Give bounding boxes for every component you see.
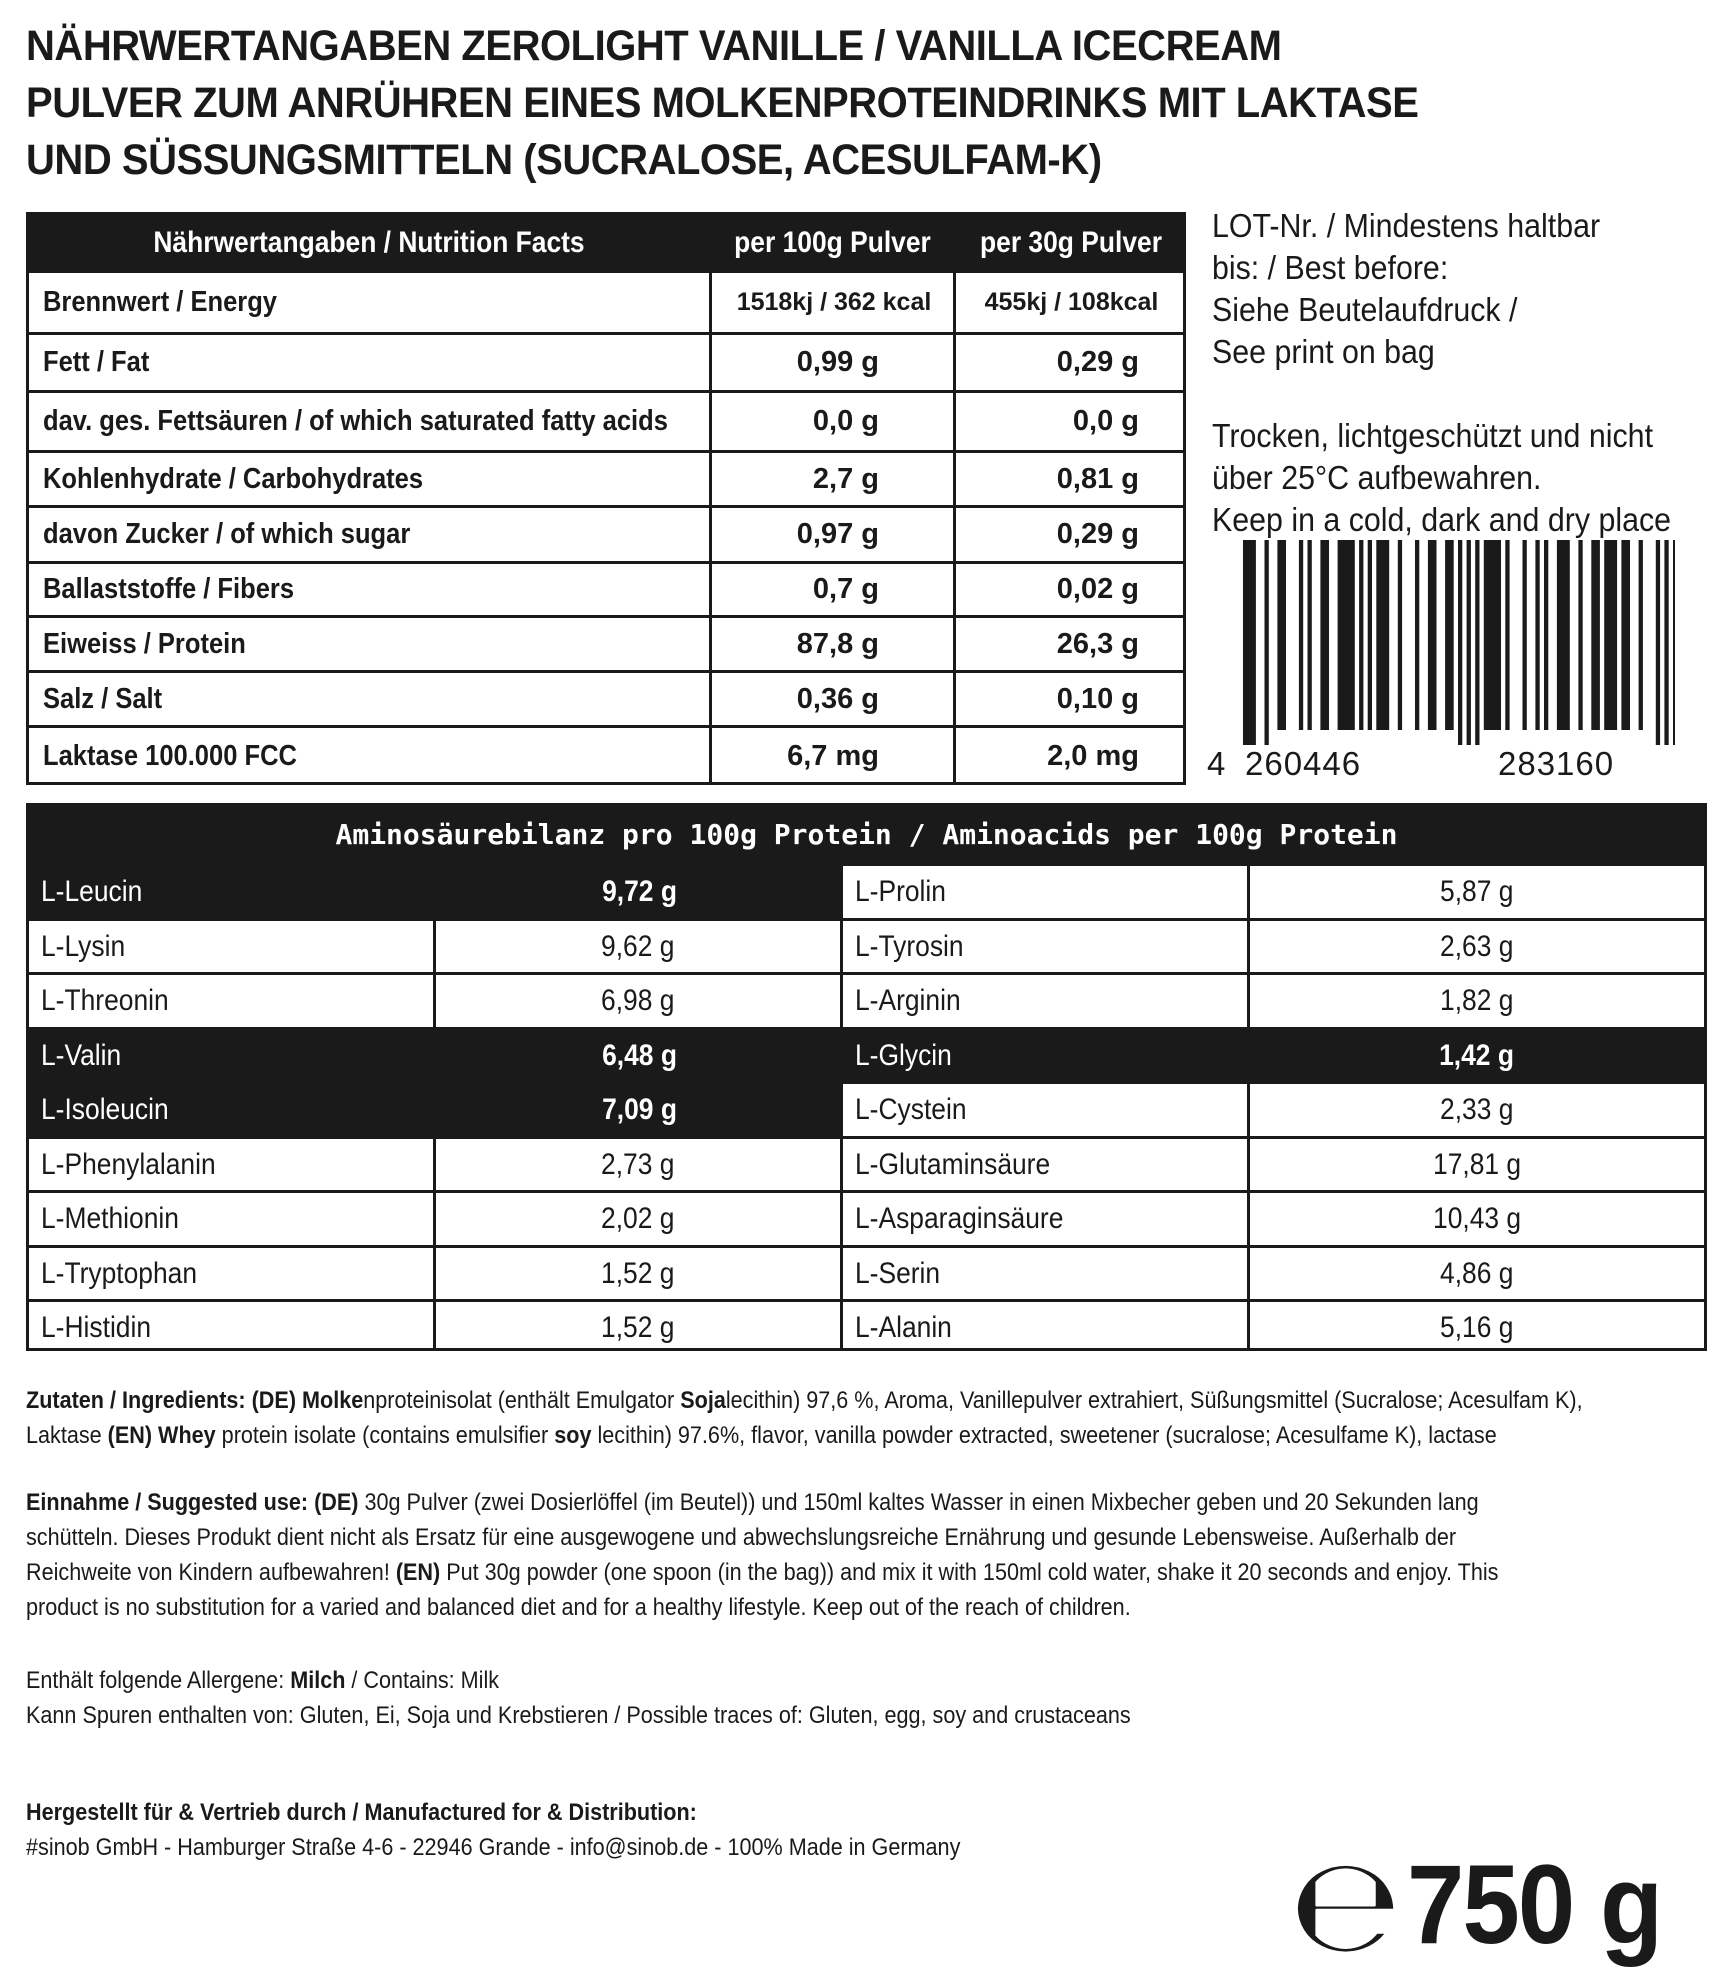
ingredients-section [26, 1383, 1716, 1453]
lang-tag-de: (DE) [251, 1387, 297, 1414]
barcode-bar [1467, 540, 1471, 745]
amino-name: L-Lysin [41, 929, 126, 963]
value-per-30g: 2,0 mg [1047, 740, 1139, 772]
amino-value: 1,82 g [1440, 984, 1514, 1017]
value-per-100g: 0,99 g [796, 346, 879, 378]
barcode-bar [1578, 540, 1582, 730]
value-per-100g: 0,0 g [812, 405, 879, 437]
barcode [1205, 540, 1685, 780]
barcode-bar [1376, 540, 1389, 730]
usage-text: 30g Pulver (zwei Dosierlöffel (im Beutel)) und 150ml kaltes Wasser in einen Mixbecher geben und 20 Sekunden lang [364, 1489, 1479, 1516]
nutrition-row [29, 270, 1183, 332]
amino-value: 9,62 g [601, 929, 675, 963]
amino-value: 1,52 g [601, 1256, 675, 1290]
amino-value: 9,72 g [436, 866, 843, 918]
value-per-30g: 26,3 g [1056, 627, 1139, 660]
usage-text: Reichweite von Kindern aufbewahren! [26, 1559, 390, 1586]
value-per-30g: 0,29 g [1056, 346, 1139, 378]
barcode-bars [1205, 540, 1675, 745]
nutrition-row [29, 561, 1183, 615]
amino-name: L-Glycin [843, 1030, 1247, 1082]
value-per-30g: 0,02 g [1056, 573, 1139, 605]
header-per-30g: per 30g Pulver [980, 226, 1162, 259]
amino-name: L-Leucin [29, 866, 433, 918]
product-title [26, 18, 1421, 189]
nutrition-row [29, 390, 1183, 450]
header-nutrition-facts: Nährwertangaben / Nutrition Facts [153, 226, 585, 259]
ingredients-text: lecithin) 97,6 %, Aroma, Vanillepulver extrahiert, Süßungsmittel (Sucralose; Acesulfam K), [725, 1387, 1583, 1414]
allergens-text: / Contains: Milk [351, 1667, 500, 1694]
barcode-bar [1535, 540, 1539, 730]
ingredients-text: lecithin) 97.6%, flavor, vanilla powder extracted, sweetener (sucralose; Acesulfame K), lactase [597, 1422, 1497, 1449]
amino-value: 5,16 g [1440, 1311, 1514, 1344]
amino-value: 6,98 g [601, 984, 675, 1017]
amino-row [29, 1245, 1704, 1300]
amino-name: L-Methionin [41, 1202, 179, 1235]
barcode-bar [1338, 540, 1355, 730]
barcode-bar [1664, 540, 1668, 745]
nutrition-row [29, 615, 1183, 670]
allergen-highlight: Whey [158, 1422, 216, 1449]
amino-name: L-Asparaginsäure [855, 1202, 1064, 1235]
barcode-bar [1656, 540, 1660, 745]
amino-name: L-Serin [855, 1256, 941, 1290]
nutrition-row [29, 670, 1183, 725]
amino-row [29, 1027, 1704, 1082]
value-per-100g: 0,97 g [796, 518, 879, 550]
amino-value: 4,86 g [1440, 1256, 1514, 1290]
storage-info [1212, 205, 1681, 541]
barcode-bar [1475, 540, 1479, 745]
value-per-30g: 0,10 g [1056, 682, 1139, 715]
nutrient-label: Laktase 100.000 FCC [43, 740, 297, 772]
barcode-bar [1265, 540, 1269, 745]
barcode-bar [1320, 540, 1329, 730]
value-per-100g: 1518kj / 362 kcal [736, 288, 932, 316]
value-per-30g: 0,81 g [1056, 462, 1139, 495]
value-per-100g: 0,36 g [796, 682, 879, 715]
barcode-bar [1557, 540, 1570, 730]
barcode-bar [1243, 540, 1256, 745]
allergen-highlight: soy [554, 1422, 592, 1449]
barcode-bar [1445, 540, 1454, 730]
nutrient-label: Kohlenhydrate / Carbohydrates [43, 462, 424, 495]
usage-text: product is no substitution for a varied and balanced diet and for a healthy lifestyle. Keep out of the reach of children. [26, 1594, 1131, 1621]
amino-name: L-Valin [29, 1030, 433, 1082]
amino-name: L-Arginin [855, 984, 961, 1017]
amino-name: L-Cystein [855, 1093, 967, 1126]
barcode-bar [1523, 540, 1527, 730]
amino-value: 2,63 g [1440, 929, 1514, 963]
amino-name: L-Phenylalanin [41, 1147, 216, 1181]
value-per-30g: 0,29 g [1056, 518, 1139, 550]
barcode-bar [1398, 540, 1402, 730]
barcode-bar [1415, 540, 1419, 730]
amino-value: 6,48 g [436, 1030, 843, 1082]
barcode-bar [1484, 540, 1501, 730]
amino-value: 2,73 g [601, 1147, 675, 1181]
nutrient-label: Fett / Fat [43, 346, 150, 378]
lot-text: Siehe Beutelaufdruck / [1212, 291, 1518, 328]
ingredients-text: nproteinisolat (enthält Emulgator [363, 1387, 675, 1414]
storage-text: über 25°C aufbewahren. [1212, 459, 1542, 496]
nutrient-label: Eiweiss / Protein [43, 627, 246, 660]
nutrient-label: davon Zucker / of which sugar [43, 518, 411, 550]
nutrition-table-header [29, 215, 1183, 270]
usage-text: Put 30g powder (one spoon (in the bag)) and mix it with 150ml cold water, shake it 20 seconds and enjoy. This [446, 1559, 1499, 1586]
header-per-100g: per 100g Pulver [734, 226, 931, 259]
allergens-section [26, 1663, 1716, 1733]
title-line-2: PULVER ZUM ANRÜHREN EINES MOLKENPROTEINDRINKS MIT LAKTASE [26, 79, 1419, 127]
value-per-100g: 6,7 mg [787, 740, 879, 772]
manufacturer-label: Hergestellt für & Vertrieb durch / Manufactured for & Distribution: [26, 1799, 697, 1826]
lang-tag-en: (EN) [395, 1559, 441, 1586]
amino-value: 2,33 g [1440, 1093, 1514, 1126]
amino-value: 5,87 g [1440, 875, 1514, 908]
traces-text: Kann Spuren enthalten von: Gluten, Ei, Soja und Krebstieren / Possible traces of: Gluten, egg, soy and crustaceans [26, 1702, 1131, 1729]
barcode-bar [1673, 540, 1675, 745]
estimated-sign-icon: ℮ [1290, 1829, 1402, 1977]
ingredients-text: protein isolate (contains emulsifier [221, 1422, 549, 1449]
barcode-bar [1621, 540, 1630, 730]
allergen-highlight: Molke [302, 1387, 364, 1414]
lot-text: See print on bag [1212, 333, 1435, 370]
amino-value: 17,81 g [1432, 1147, 1522, 1181]
barcode-bar [1458, 540, 1462, 745]
net-weight [1290, 1829, 1684, 1977]
amino-name: L-Tyrosin [855, 929, 964, 963]
manufacturer-address: #sinob GmbH - Hamburger Straße 4-6 - 22946 Grande - info@sinob.de - 100% Made in Germany [26, 1834, 961, 1861]
barcode-bar [1544, 540, 1548, 730]
allergen-highlight: Milch [290, 1667, 346, 1694]
allergen-highlight: Soja [680, 1387, 726, 1414]
storage-text: Keep in a cold, dark and dry place [1212, 501, 1672, 538]
nutrition-row [29, 725, 1183, 785]
barcode-bar [1428, 540, 1437, 730]
amino-row [29, 1081, 1704, 1136]
barcode-bar [1308, 540, 1312, 730]
value-per-100g: 87,8 g [796, 627, 879, 660]
ingredients-text: Laktase [26, 1422, 102, 1449]
value-per-100g: 2,7 g [812, 462, 879, 495]
amino-value: 1,52 g [601, 1311, 675, 1344]
amino-row [29, 1190, 1704, 1245]
amino-name: L-Isoleucin [29, 1084, 433, 1136]
value-per-30g: 0,0 g [1072, 405, 1139, 437]
barcode-bar [1359, 540, 1363, 730]
amino-table-header: Aminosäurebilanz pro 100g Protein / Aminoacids per 100g Protein [29, 806, 1704, 863]
nutrition-row [29, 450, 1183, 505]
amino-value: 10,43 g [1432, 1202, 1522, 1235]
amino-name: L-Alanin [855, 1311, 952, 1344]
lang-tag-en: (EN) [107, 1422, 153, 1449]
title-line-3: UND SÜSSUNGSMITTELN (SUCRALOSE, ACESULFAM-K) [26, 136, 1102, 184]
amino-name: L-Prolin [855, 875, 946, 908]
nutrient-label: Ballaststoffe / Fibers [43, 573, 295, 605]
amino-value: 2,02 g [601, 1202, 675, 1235]
barcode-bar [1591, 540, 1600, 730]
amino-acid-table [26, 803, 1707, 1351]
amino-value: 1,42 g [1250, 1030, 1704, 1082]
barcode-digits-right: 283160 [1498, 745, 1615, 782]
usage-text: schütteln. Dieses Produkt dient nicht als Ersatz für eine ausgewogene und abwechslungsreiche Ernährung und gesunde Lebensweise. Außerhalb der [26, 1524, 1457, 1551]
value-per-30g: 455kj / 108kcal [984, 288, 1159, 316]
barcode-digits-left: 260446 [1245, 745, 1362, 782]
amino-name: L-Threonin [41, 984, 169, 1017]
barcode-bar [1368, 540, 1372, 730]
barcode-bar [1604, 540, 1617, 730]
nutrition-table [26, 212, 1186, 785]
value-per-100g: 0,7 g [812, 573, 879, 605]
lang-tag-de: (DE) [314, 1489, 359, 1516]
amino-name: L-Glutaminsäure [855, 1147, 1051, 1181]
ingredients-label: Zutaten / Ingredients: [26, 1387, 246, 1414]
storage-text: Trocken, lichtgeschützt und nicht [1212, 417, 1654, 454]
amino-row [29, 972, 1704, 1027]
amino-name: L-Tryptophan [41, 1256, 198, 1290]
nutrient-label: dav. ges. Fettsäuren / of which saturated fatty acids [43, 405, 668, 437]
amino-name: L-Histidin [41, 1311, 152, 1344]
usage-label: Einnahme / Suggested use: [26, 1489, 309, 1516]
amino-row [29, 863, 1704, 918]
barcode-bar [1277, 540, 1286, 730]
barcode-bar [1299, 540, 1303, 730]
nutrient-label: Brennwert / Energy [43, 286, 277, 318]
amino-row [29, 918, 1704, 973]
barcode-bar [1639, 540, 1643, 730]
nutrition-row [29, 332, 1183, 390]
amino-row [29, 1136, 1704, 1191]
allergens-text: Enthält folgende Allergene: [26, 1667, 285, 1694]
usage-section [26, 1485, 1716, 1625]
amino-row [29, 1299, 1704, 1354]
barcode-bar [1505, 540, 1509, 730]
net-weight-value: 750 g [1407, 1842, 1662, 1967]
nutrition-row [29, 505, 1183, 561]
lot-text: bis: / Best before: [1212, 249, 1449, 286]
amino-value: 7,09 g [436, 1084, 843, 1136]
title-line-1: NÄHRWERTANGABEN ZEROLIGHT VANILLE / VANILLA ICECREAM [26, 22, 1282, 70]
lot-text: LOT-Nr. / Mindestens haltbar [1212, 207, 1601, 244]
barcode-digit-first: 4 [1207, 745, 1226, 782]
nutrient-label: Salz / Salt [43, 682, 163, 715]
